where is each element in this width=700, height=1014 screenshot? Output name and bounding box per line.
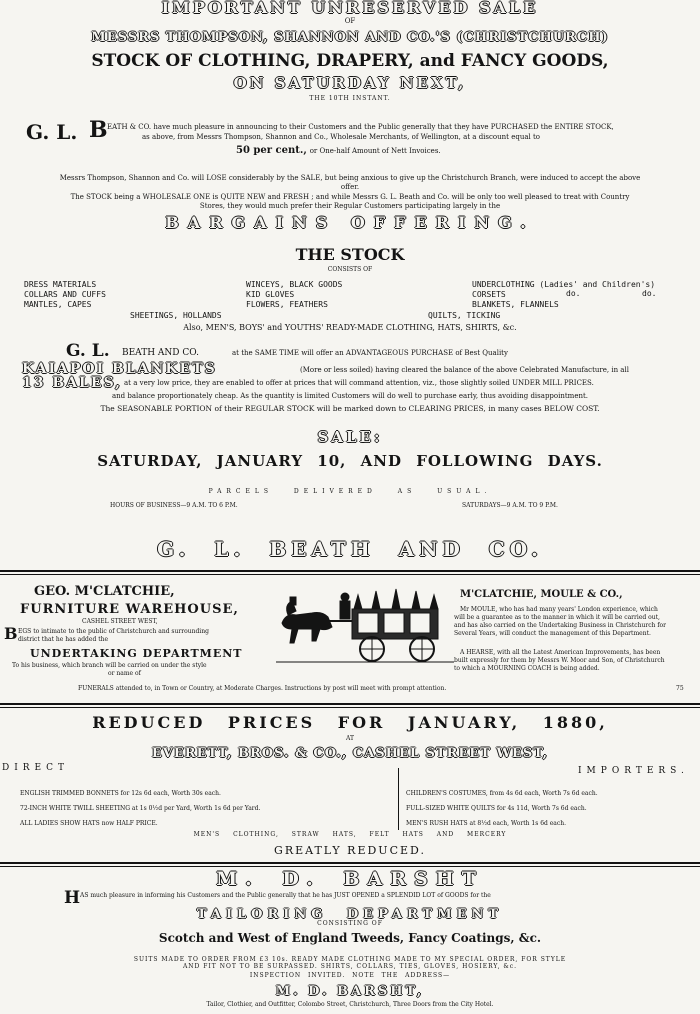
mclatchie-funerals: FUNERALS attended to, in Town or Country, at Moderate Charges. Instructions by post will meet with prompt attention. [78,685,447,692]
barsht-name: M. D. BARSHT [216,868,484,890]
mclatchie-moule-4: Several Years, will conduct the management of this Department. [454,630,651,637]
sale-of: OF [344,17,356,25]
stock-item: MANTLES, CAPES [24,300,92,309]
stock-ditto-1: do. [566,289,581,298]
sale-signature: G. L. BEATH AND CO. [157,537,543,561]
sale-balance: and balance proportionately cheap. As the quantity is limited Customers will do well to purchase early, thus avoiding disappointment. [111,392,589,400]
divider [0,703,700,705]
sale-discount-rest: or One-half Amount of Nett Invoices. [309,147,441,155]
mclatchie-begs-1: EGS to intimate to the public of Christchurch and surrounding [18,628,209,635]
stock-item: CORSETS [472,290,506,299]
everett-right-list [406,786,598,831]
sale-kaiapoi-rest: (More or less soiled) having cleared the balance of the above Celebrated Manufacture, in all [300,366,629,374]
stock-col-1 [24,280,106,310]
mclatchie-carried-1: To his business, which branch will be carried on under the style [12,662,207,669]
list-item: CHILDREN'S COSTUMES, from 4s 6d each, Worth 7s 6d each. [406,790,598,797]
mclatchie-name: GEO. M'CLATCHIE, [34,584,175,599]
mclatchie-warehouse: FURNITURE WAREHOUSE, [20,602,239,617]
stock-sheetings: SHEETINGS, HOLLANDS [130,311,222,320]
stock-ditto-2: do. [642,289,657,298]
divider [0,570,700,572]
list-item: MEN'S RUSH HATS at 8½d each, Worth 1s 6d each. [406,820,567,827]
sale-hours: HOURS OF BUSINESS—9 A.M. TO 6 P.M. [110,502,238,509]
sale-intro-1: EATH & CO. have much pleasure in announcing to their Customers and the Public generally that they have PURCHASED the ENTIRE STOCK, [107,123,614,131]
mclatchie-carried-2: or name of [108,670,141,677]
everett-direct: DIRECT [2,763,70,773]
everett-mens: MEN'S CLOTHING, STRAW HATS, FELT HATS AND MERCERY [193,831,507,838]
divider [0,862,700,864]
barsht-tailoring: TAILORING DEPARTMENT [196,907,504,922]
mclatchie-hearse-2: built expressly for them by Messrs W. Moor and Son, of Christchurch [454,657,665,664]
sale-also: Also, MEN'S, BOYS' and YOUTHS' READY-MADE CLOTHING, HATS, SHIRTS, &c. [183,323,517,332]
barsht-inspection: INSPECTION INVITED. NOTE THE ADDRESS— [249,972,451,979]
list-item: FULL-SIZED WHITE QUILTS for 4s 11d, Worth 7s 6d each. [406,805,587,812]
sale-same-time: at the SAME TIME will offer an ADVANTAGEOUS PURCHASE of Best Quality [232,349,508,357]
stock-item: BLANKETS, FLANNELS [472,300,559,309]
sale-gl: G. L. [26,120,78,144]
sale-heading: IMPORTANT UNRESERVED SALE [161,0,539,17]
mclatchie-firm-right: M'CLATCHIE, MOULE & CO., [460,589,623,600]
sale-gl-2: G. L. [66,341,110,361]
mclatchie-moule-1: Mr MOULE, who has had many years' London experience, which [460,606,658,613]
mclatchie-moule-3: and has also carried on the Undertaking Business in Christchurch for [454,622,667,629]
hearse-illustration [276,583,454,665]
mclatchie-ref: 75 [676,685,684,692]
sale-loss-1: Messrs Thompson, Shannon and Co. will LOSE considerably by the SALE, but being anxious to give up the Christchurch Branch, were induced to accept the above [59,174,641,182]
sale-intro-2: as above, from Messrs Thompson, Shannon and Co., Wholesale Merchants, of Wellington, at a discount equal to [142,133,540,141]
mclatchie-street: CASHEL STREET WEST, [82,618,158,625]
sale-the-stock: THE STOCK [295,245,405,264]
sale-bales: 13 BALES, [22,375,123,391]
mclatchie-undertaking: UNDERTAKING DEPARTMENT [30,647,243,660]
sale-day: ON SATURDAY NEXT, [233,74,467,92]
stock-col-3 [472,280,655,310]
sale-saturdays: SATURDAYS—9 A.M. TO 9 P.M. [462,502,558,509]
barsht-name-2: M. D. BARSHT, [275,984,425,999]
sale-saturday: SATURDAY, JANUARY 10, AND FOLLOWING DAYS. [97,452,603,470]
sale-stock-note-1: The STOCK being a WHOLESALE ONE is QUITE NEW and FRESH ; and while Messrs G. L. Beath and Co. will be only too well pleased to treat with Country [70,193,630,201]
everett-reduced: REDUCED PRICES FOR JANUARY, 1880, [92,713,608,732]
sale-stock-note-2: Stores, they would much prefer their Regular Customers participating largely in the [199,202,501,210]
sale-kaiapoi: KAIAPOI BLANKETS [22,361,217,377]
stock-quilts: QUILTS, TICKING [428,311,501,320]
sale-parcels: PARCELS DELIVERED AS USUAL. [208,488,492,495]
list-item: 72-INCH WHITE TWILL SHEETING at 1s 0½d per Yard, Worth 1s 6d per Yard. [20,805,261,812]
divider [0,574,700,575]
barsht-suits-1: SUITS MADE TO ORDER FROM £3 10s. READY MADE CLOTHING MADE TO MY SPECIAL ORDER, FOR STYLE [133,956,567,963]
sale-gl-dropcap: B [89,117,108,143]
everett-left-list [20,786,260,831]
divider [0,866,700,867]
sale-firm: MESSRS THOMPSON, SHANNON AND CO.'S (CHRISTCHURCH) [91,30,609,45]
everett-firm: EVERETT, BROS. & CO., CASHEL STREET WEST, [151,746,549,761]
column-divider [398,768,399,830]
stock-item: COLLARS AND CUFFS [24,290,106,299]
sale-stock: STOCK OF CLOTHING, DRAPERY, and FANCY GOODS, [91,51,609,71]
barsht-address: Tailor, Clothier, and Outfitter, Colombo Street, Christchurch, Three Doors from the City Hotel. [206,1001,494,1008]
sale-bargains: BARGAINS OFFERING. [165,213,535,232]
sale-label: SALE: [317,428,383,446]
stock-item: DRESS MATERIALS [24,280,97,289]
list-item: ENGLISH TRIMMED BONNETS for 12s 6d each, Worth 30s each. [20,790,221,797]
sale-date: THE 10TH INSTANT. [309,95,391,102]
sale-bales-rest: at a very low price, they are enabled to offer at prices that will command attention, viz., those slightly soiled UNDER MILL PRICES. [124,379,594,387]
stock-item: WINCEYS, BLACK GOODS [246,280,343,289]
sale-seasonable: The SEASONABLE PORTION of their REGULAR STOCK will be marked down to CLEARING PRICES, in many cases BELOW COST. [100,404,600,413]
list-item: ALL LADIES SHOW HATS now HALF PRICE. [20,820,158,827]
stock-col-2 [246,280,342,310]
stock-item: KID GLOVES [246,290,295,299]
barsht-consisting: CONSISTING OF [317,920,383,927]
sale-discount-big: 50 per cent., [236,145,307,156]
everett-at: AT [345,735,354,742]
barsht-has-dropcap: H [64,888,81,908]
mclatchie-begs-dropcap: B [4,624,18,643]
stock-item: UNDERCLOTHING (Ladies' and Children's) [472,280,656,289]
barsht-tweeds: Scotch and West of England Tweeds, Fancy Coatings, &c. [158,931,542,945]
mclatchie-hearse-1: A HEARSE, with all the Latest American Improvements, has been [460,649,661,656]
mclatchie-begs-2: district that he has added the [18,636,109,643]
mclatchie-hearse-3: to which a MOURNING COACH is being added. [454,665,600,672]
divider [0,707,700,708]
everett-importers: IMPORTERS. [578,766,689,776]
sale-consists-of: CONSISTS OF [327,266,373,273]
everett-greatly: GREATLY REDUCED. [274,844,426,857]
sale-beath-co: BEATH AND CO. [122,348,199,358]
barsht-has: AS much pleasure in informing his Customers and the Public generally that he has JUST OPENED a SPLENDID LOT of GOODS for the [80,892,491,899]
barsht-suits-2: AND FIT NOT TO BE SURPASSED. SHIRTS, COLLARS, TIES, GLOVES, HOSIERY, &c. [182,963,518,970]
sale-loss-2: offer. [340,183,360,191]
stock-item: FLOWERS, FEATHERS [246,300,328,309]
mclatchie-moule-2: will be a guarantee as to the manner in which it will be carried out, [454,614,660,621]
